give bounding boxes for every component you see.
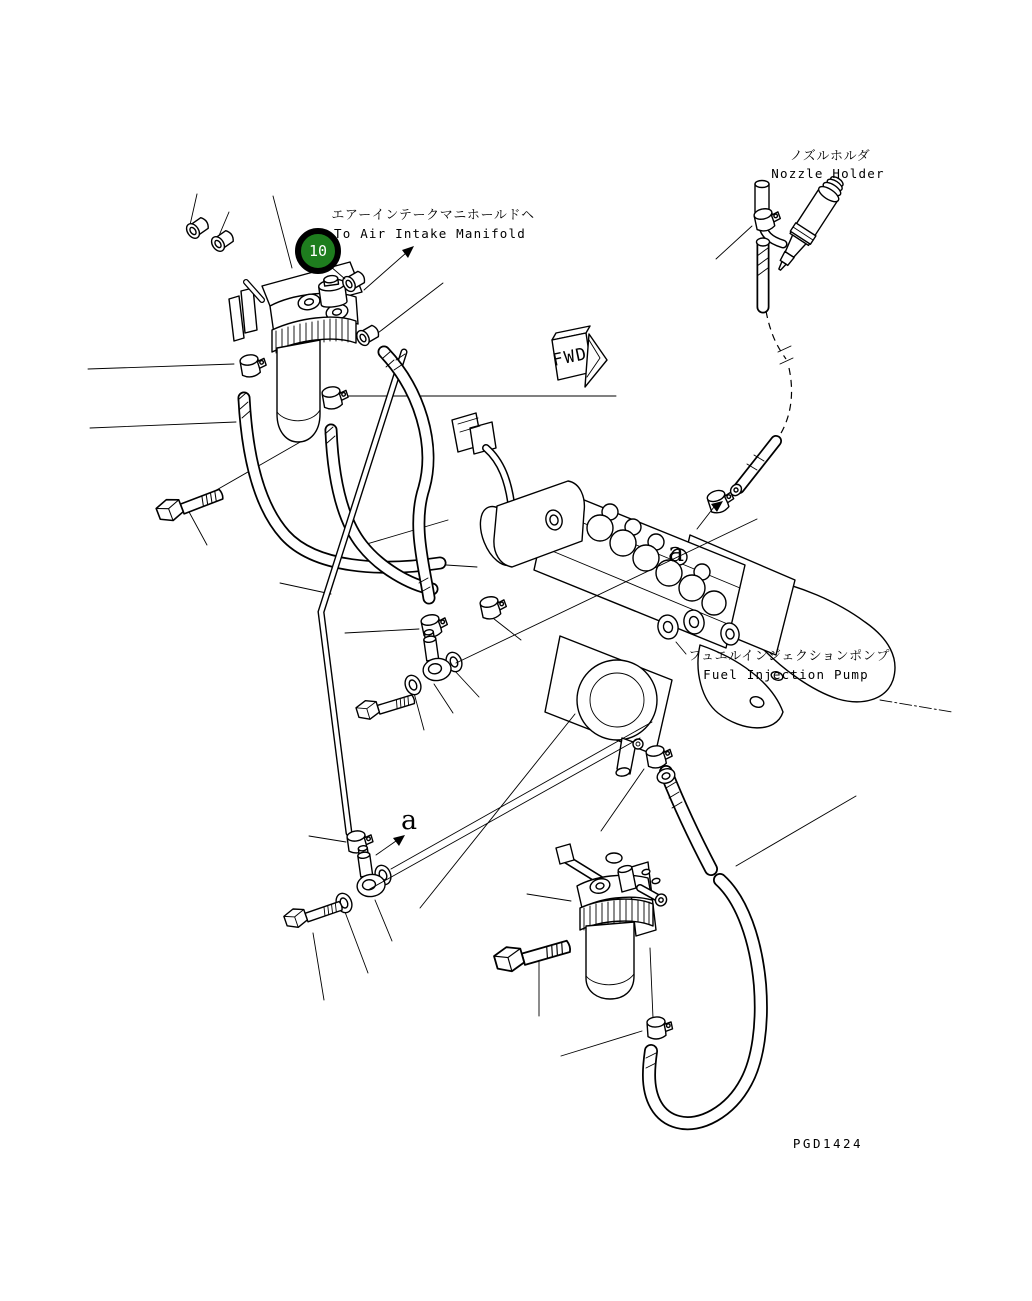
nozzle-holder-assembly <box>728 172 849 498</box>
fitting-1 <box>184 215 211 241</box>
text-labels <box>331 149 890 1151</box>
bolt-4 <box>493 930 572 975</box>
drawing-number: PGD1424 <box>792 1136 864 1151</box>
injector-body <box>770 172 849 276</box>
section-marker-a-upper: a <box>667 537 685 568</box>
fwd-label: FWD <box>550 344 590 371</box>
label-nozzle-holder-jp: ノズルホルダ <box>789 149 871 164</box>
return-hose <box>646 766 761 1123</box>
label-injection-pump-jp: フュエルインジェクションポンプ <box>688 649 890 664</box>
label-air-intake-jp: エアーインテークマニホールドヘ <box>331 208 535 223</box>
fitting-4 <box>354 323 381 348</box>
balloon-number: 10 <box>308 242 328 260</box>
fitting-2 <box>209 228 236 254</box>
fuel-filter-lower <box>556 844 669 999</box>
arrow-section-a-lower <box>376 835 405 855</box>
arrow-to-intake-manifold <box>364 246 414 290</box>
washers <box>333 650 464 915</box>
label-injection-pump-en: Fuel Injection Pump <box>703 667 869 682</box>
fuel-injection-pump <box>452 413 952 777</box>
bolt-2 <box>355 687 416 722</box>
banjo-fittings <box>352 627 453 898</box>
clamp-2 <box>321 384 349 410</box>
fuel-hoses <box>238 351 440 833</box>
bolt-1 <box>155 480 225 524</box>
clamp-9 <box>647 1016 673 1040</box>
section-marker-a-lower: a <box>400 805 418 836</box>
clamp-1 <box>239 352 267 378</box>
clamp-8 <box>645 743 673 769</box>
label-air-intake-en: To Air Intake Manifold <box>334 226 526 241</box>
fwd-arrow <box>551 326 607 387</box>
bolt-3 <box>283 894 344 931</box>
label-nozzle-holder-en: Nozzle Holder <box>771 166 885 181</box>
clamp-4 <box>479 594 508 621</box>
washer-2 <box>402 673 423 697</box>
